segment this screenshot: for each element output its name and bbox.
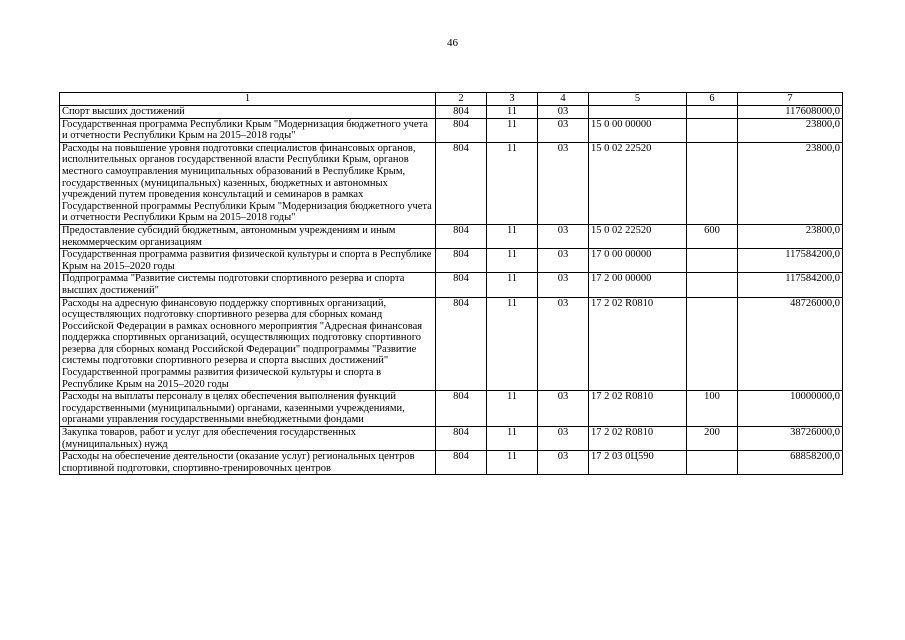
row-subsection-code: 03 [538,297,589,391]
row-description: Расходы на адресную финансовую поддержку спортивных организаций, осуществляющих подготовку спортивного резерва для сборных команд Российской Федерации в рамках основного мероприятия "Адресная финансовая поддержка спортивных организаций, осуществляющих подготовку спортивного резерва для сборных команд Российской Федерации" подпрограммы "Развитие системы подготовки спортивного резерва и спорта высших достижений" Государственной программы развития физической культуры и спорта в Республике Крым на 2015–2020 годы [60,297,436,391]
row-section-code: 11 [487,297,538,391]
row-expense-type [687,106,738,119]
row-section-code: 11 [487,118,538,142]
column-header: 2 [436,93,487,106]
row-admin-code: 804 [436,297,487,391]
row-subsection-code: 03 [538,118,589,142]
row-description: Расходы на обеспечение деятельности (оказание услуг) региональных центров спортивной подготовки, спортивно-тренировочных центров [60,451,436,475]
row-section-code: 11 [487,224,538,248]
row-admin-code: 804 [436,249,487,273]
row-expense-type [687,118,738,142]
row-amount: 10000000,0 [738,391,843,427]
row-amount: 117584200,0 [738,249,843,273]
column-header: 1 [60,93,436,106]
row-expense-type [687,273,738,297]
row-description: Государственная программа Республики Крым "Модернизация бюджетного учета и отчетности Республики Крым на 2015–2018 годы" [60,118,436,142]
row-amount: 117584200,0 [738,273,843,297]
table-row [60,297,843,391]
row-section-code: 11 [487,273,538,297]
row-expense-type [687,451,738,475]
table-row [60,391,843,427]
row-amount: 48726000,0 [738,297,843,391]
row-section-code: 11 [487,427,538,451]
row-target-code: 17 2 02 R0810 [589,297,687,391]
table-row [60,249,843,273]
row-subsection-code: 03 [538,142,589,224]
row-admin-code: 804 [436,427,487,451]
row-subsection-code: 03 [538,224,589,248]
budget-table [59,92,843,475]
row-expense-type [687,249,738,273]
row-subsection-code: 03 [538,106,589,119]
row-target-code: 17 2 00 00000 [589,273,687,297]
row-amount: 117608000,0 [738,106,843,119]
row-section-code: 11 [487,249,538,273]
row-admin-code: 804 [436,142,487,224]
row-description: Расходы на выплаты персоналу в целях обеспечения выполнения функций государственными (муниципальными) органами, казенными учреждениями, органами управления государственными внебюджетными фондами [60,391,436,427]
table-row [60,451,843,475]
row-description: Подпрограмма "Развитие системы подготовки спортивного резерва и спорта высших достижений" [60,273,436,297]
row-target-code: 17 2 02 R0810 [589,391,687,427]
column-header: 3 [487,93,538,106]
row-description: Закупка товаров, работ и услуг для обеспечения государственных (муниципальных) нужд [60,427,436,451]
table-row [60,118,843,142]
row-description: Спорт высших достижений [60,106,436,119]
row-subsection-code: 03 [538,451,589,475]
row-description: Расходы на повышение уровня подготовки специалистов финансовых органов, исполнительных органов государственной власти Республики Крым, органов местного самоуправления муниципальных образований в Республике Крым, государственных (муниципальных) казенных, бюджетных и автономных учреждений путем проведения консультаций и семинаров в рамках Государственной программы Республики Крым "Модернизация бюджетного учета и отчетности Республики Крым на 2015–2018 годы" [60,142,436,224]
row-admin-code: 804 [436,224,487,248]
column-header: 4 [538,93,589,106]
row-expense-type: 200 [687,427,738,451]
row-section-code: 11 [487,106,538,119]
row-section-code: 11 [487,391,538,427]
row-subsection-code: 03 [538,249,589,273]
row-description: Государственная программа развития физической культуры и спорта в Республике Крым на 2015–2020 годы [60,249,436,273]
row-target-code: 17 2 02 R0810 [589,427,687,451]
row-amount: 68858200,0 [738,451,843,475]
row-expense-type: 600 [687,224,738,248]
row-admin-code: 804 [436,391,487,427]
row-subsection-code: 03 [538,273,589,297]
row-amount: 23800,0 [738,118,843,142]
row-amount: 23800,0 [738,142,843,224]
row-expense-type [687,297,738,391]
column-header: 6 [687,93,738,106]
table-row [60,106,843,119]
row-admin-code: 804 [436,451,487,475]
row-target-code: 17 2 03 0Ц590 [589,451,687,475]
row-target-code: 15 0 02 22520 [589,142,687,224]
table-row [60,224,843,248]
column-header: 5 [589,93,687,106]
row-description: Предоставление субсидий бюджетным, автономным учреждениям и иным некоммерческим организациям [60,224,436,248]
row-target-code [589,106,687,119]
table-row [60,142,843,224]
row-admin-code: 804 [436,273,487,297]
row-amount: 23800,0 [738,224,843,248]
row-section-code: 11 [487,142,538,224]
row-subsection-code: 03 [538,427,589,451]
table-body [60,106,843,475]
page-number: 46 [447,37,458,49]
row-admin-code: 804 [436,118,487,142]
column-header: 7 [738,93,843,106]
row-amount: 38726000,0 [738,427,843,451]
row-subsection-code: 03 [538,391,589,427]
row-target-code: 15 0 00 00000 [589,118,687,142]
header-row [60,93,843,106]
table-row [60,273,843,297]
row-target-code: 17 0 00 00000 [589,249,687,273]
row-section-code: 11 [487,451,538,475]
row-admin-code: 804 [436,106,487,119]
row-expense-type: 100 [687,391,738,427]
table-row [60,427,843,451]
row-expense-type [687,142,738,224]
row-target-code: 15 0 02 22520 [589,224,687,248]
